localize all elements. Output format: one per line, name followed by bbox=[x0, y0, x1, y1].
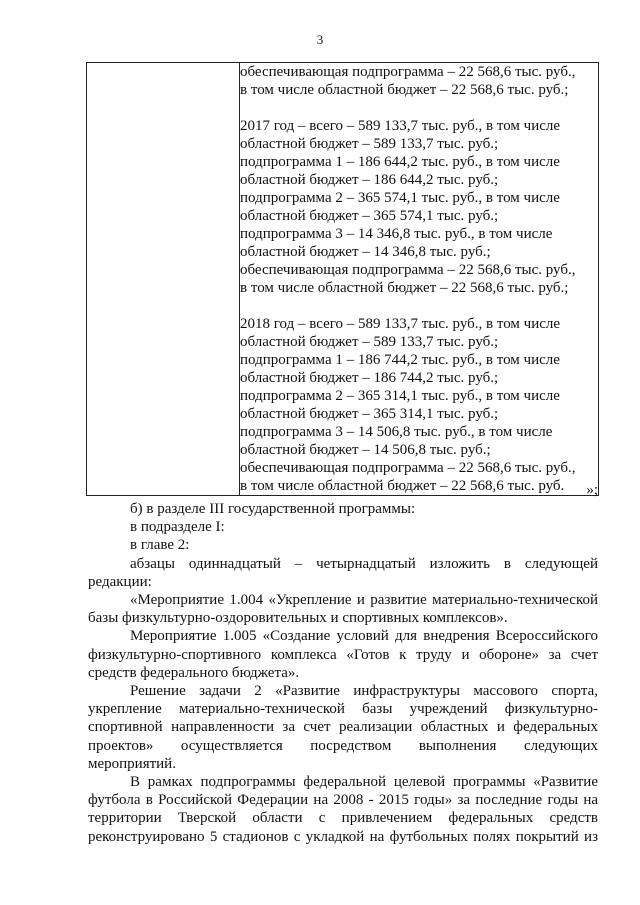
table-line: подпрограмма 1 – 186 644,2 тыс. руб., в том числе bbox=[240, 154, 560, 170]
paragraph-line: «Мероприятие 1.004 «Укрепление и развитие материально-технической bbox=[130, 592, 598, 609]
paragraph-line: физкультурно-спортивного комплекса «Готов к труду и обороне» за счет bbox=[88, 646, 598, 663]
document-body bbox=[88, 500, 598, 846]
table-line: подпрограмма 3 – 14 506,8 тыс. руб., в том числе bbox=[240, 424, 553, 440]
funding-table bbox=[86, 62, 599, 496]
paragraph-line: редакции: bbox=[88, 573, 152, 590]
paragraph-line: территории Тверской области с привлечением федеральных средств bbox=[88, 810, 598, 827]
table-line: обеспечивающая подпрограмма – 22 568,6 тыс. руб., bbox=[240, 460, 576, 476]
table-content-cell bbox=[240, 63, 599, 496]
paragraph-line: реконструировано 5 стадионов с укладкой на футбольных полях покрытий из bbox=[88, 828, 598, 845]
paragraph: б) в разделе III государственной программы: bbox=[130, 501, 416, 517]
table-line: областной бюджет – 186 744,2 тыс. руб.; bbox=[240, 370, 499, 386]
table-line: подпрограмма 2 – 365 314,1 тыс. руб., в том числе bbox=[240, 388, 560, 404]
paragraph-line: средств федерального бюджета». bbox=[88, 664, 300, 681]
table-line: областной бюджет – 186 644,2 тыс. руб.; bbox=[240, 172, 499, 188]
table-line: областной бюджет – 589 133,7 тыс. руб.; bbox=[240, 334, 499, 350]
paragraph-line: проектов» осуществляется посредством выполнения следующих bbox=[88, 737, 598, 754]
table-line: обеспечивающая подпрограмма – 22 568,6 тыс. руб., bbox=[240, 262, 576, 278]
table-line: областной бюджет – 589 133,7 тыс. руб.; bbox=[240, 136, 499, 152]
paragraph-line: мероприятий. bbox=[88, 755, 176, 772]
table-line: в том числе областной бюджет – 22 568,6 тыс. руб.; bbox=[240, 82, 569, 98]
paragraph-line: базы физкультурно-оздоровительных и спортивных комплексов». bbox=[88, 610, 508, 627]
page-number: 3 bbox=[316, 32, 324, 47]
table-line: подпрограмма 3 – 14 346,8 тыс. руб., в том числе bbox=[240, 226, 553, 242]
table-line: 2017 год – всего – 589 133,7 тыс. руб., в том числе bbox=[240, 118, 561, 134]
table-line: областной бюджет – 14 506,8 тыс. руб.; bbox=[240, 442, 491, 458]
table-line: в том числе областной бюджет – 22 568,6 тыс. руб. bbox=[240, 478, 565, 494]
paragraph-line: В рамках подпрограммы федеральной целевой программы «Развитие bbox=[130, 774, 598, 791]
paragraph: в главе 2: bbox=[130, 537, 190, 554]
table-line: областной бюджет – 365 314,1 тыс. руб.; bbox=[240, 406, 499, 422]
closing-quote: »; bbox=[586, 482, 598, 498]
paragraph-line: укрепление материально-технической базы учреждений физкультурно- bbox=[88, 701, 598, 718]
paragraph-line: Мероприятие 1.005 «Создание условий для внедрения Всероссийского bbox=[130, 628, 598, 645]
paragraph-line: Решение задачи 2 «Развитие инфраструктуры массового спорта, bbox=[130, 683, 598, 700]
table-label-cell bbox=[87, 63, 240, 496]
paragraph-line: абзацы одиннадцатый – четырнадцатый изложить в следующей bbox=[130, 555, 598, 572]
table-line: областной бюджет – 14 346,8 тыс. руб.; bbox=[240, 244, 491, 260]
paragraph-line: футбола в Российской Федерации на 2008 - 2015 годы» за последние годы на bbox=[88, 792, 598, 809]
table-line: подпрограмма 1 – 186 744,2 тыс. руб., в том числе bbox=[240, 352, 560, 368]
table-row bbox=[87, 63, 599, 496]
table-line: подпрограмма 2 – 365 574,1 тыс. руб., в том числе bbox=[240, 190, 560, 206]
table-line: областной бюджет – 365 574,1 тыс. руб.; bbox=[240, 208, 499, 224]
table-line: 2018 год – всего – 589 133,7 тыс. руб., в том числе bbox=[240, 316, 561, 332]
paragraph-line: спортивной направленности за счет реализации областных и федеральных bbox=[88, 719, 598, 736]
paragraph: в подразделе I: bbox=[130, 519, 225, 536]
table-line: в том числе областной бюджет – 22 568,6 тыс. руб.; bbox=[240, 280, 569, 296]
table-line: обеспечивающая подпрограмма – 22 568,6 тыс. руб., bbox=[240, 64, 576, 80]
